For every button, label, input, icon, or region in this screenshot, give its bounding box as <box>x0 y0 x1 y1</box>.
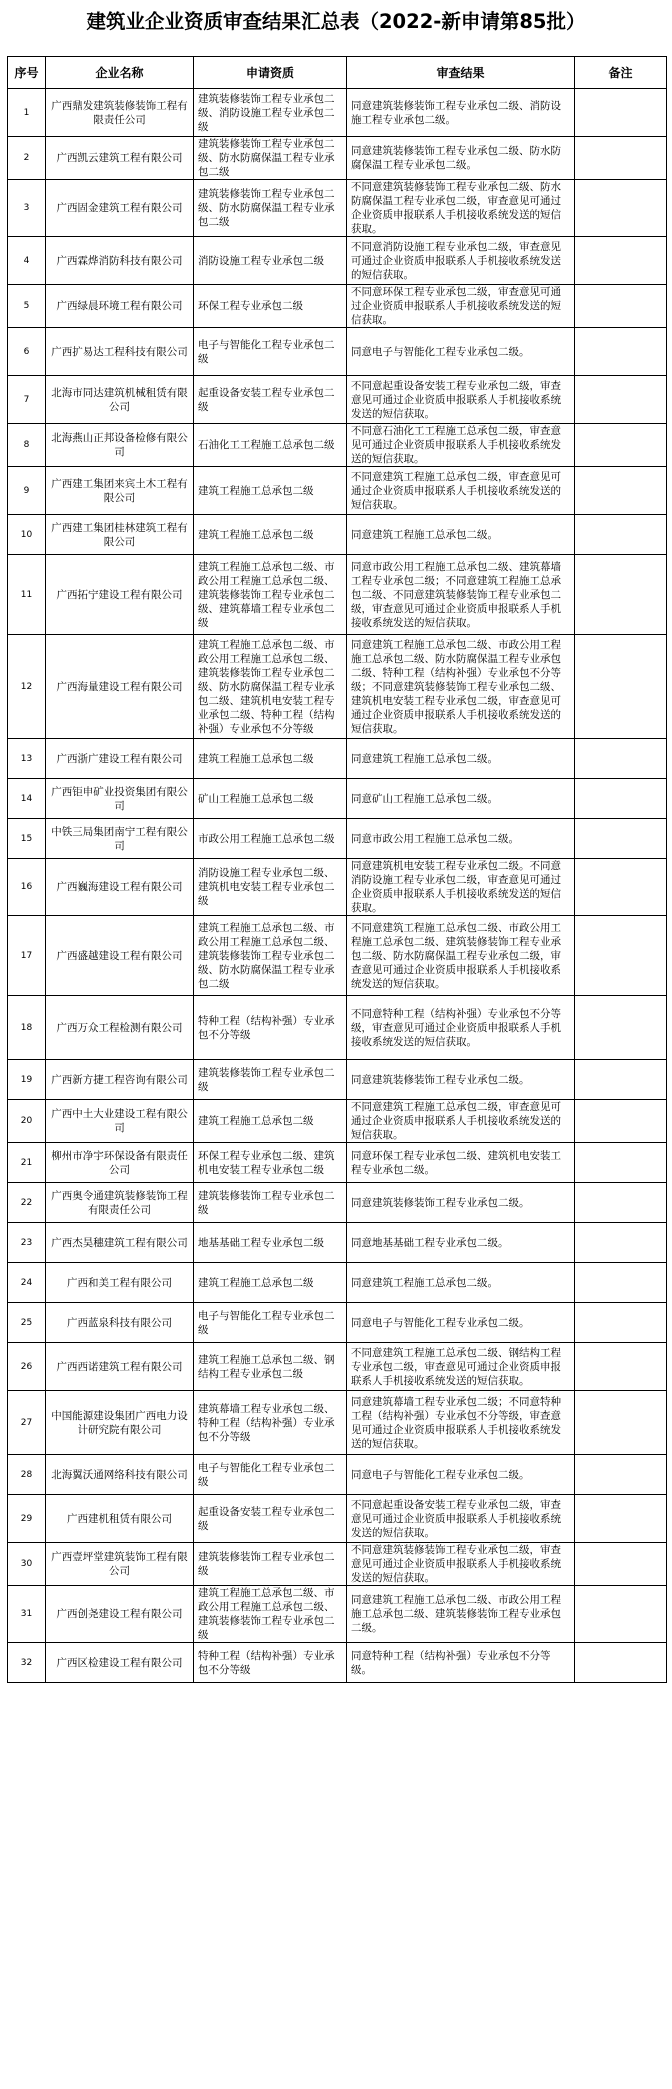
row-note <box>575 779 667 819</box>
row-note <box>575 996 667 1060</box>
table-row <box>8 285 667 328</box>
table-row <box>8 635 667 739</box>
row-qualification: 地基基础工程专业承包二级 <box>194 1223 347 1263</box>
row-company-name: 柳州市净宇环保设备有限责任公司 <box>46 1143 194 1183</box>
row-qualification: 建筑工程施工总承包二级 <box>194 739 347 779</box>
row-qualification: 市政公用工程施工总承包二级 <box>194 819 347 859</box>
row-company-name: 广西蓝泉科技有限公司 <box>46 1303 194 1343</box>
row-result: 同意建筑工程施工总承包二级。 <box>347 1263 575 1303</box>
row-note <box>575 916 667 996</box>
row-result: 同意市政公用工程施工总承包二级。 <box>347 819 575 859</box>
header-note: 备注 <box>575 57 667 89</box>
row-index: 29 <box>8 1495 46 1543</box>
table-row <box>8 1100 667 1143</box>
table-header-row <box>8 57 667 89</box>
row-note <box>575 739 667 779</box>
row-result: 同意建筑工程施工总承包二级、市政公用工程施工总承包二级、建筑装修装饰工程专业承包二级。 <box>347 1586 575 1643</box>
row-company-name: 广西奥令通建筑装修装饰工程有限责任公司 <box>46 1183 194 1223</box>
row-index: 13 <box>8 739 46 779</box>
row-qualification: 建筑幕墙工程专业承包二级、特种工程（结构补强）专业承包不分等级 <box>194 1391 347 1455</box>
row-result: 同意电子与智能化工程专业承包二级。 <box>347 1455 575 1495</box>
row-note <box>575 1343 667 1391</box>
row-qualification: 电子与智能化工程专业承包二级 <box>194 328 347 376</box>
row-company-name: 广西中土大业建设工程有限公司 <box>46 1100 194 1143</box>
row-note <box>575 237 667 285</box>
row-company-name: 广西拓宁建设工程有限公司 <box>46 555 194 635</box>
row-note <box>575 328 667 376</box>
row-qualification: 建筑工程施工总承包二级 <box>194 1100 347 1143</box>
row-index: 10 <box>8 515 46 555</box>
row-index: 5 <box>8 285 46 328</box>
row-index: 28 <box>8 1455 46 1495</box>
row-note <box>575 1586 667 1643</box>
row-result: 同意电子与智能化工程专业承包二级。 <box>347 328 575 376</box>
table-row <box>8 89 667 137</box>
row-company-name: 广西扩易达工程科技有限公司 <box>46 328 194 376</box>
table-row <box>8 1643 667 1683</box>
row-index: 24 <box>8 1263 46 1303</box>
table-row <box>8 328 667 376</box>
row-index: 16 <box>8 859 46 916</box>
row-qualification: 特种工程（结构补强）专业承包不分等级 <box>194 996 347 1060</box>
row-qualification: 建筑工程施工总承包二级 <box>194 515 347 555</box>
row-index: 23 <box>8 1223 46 1263</box>
row-result: 同意建筑机电安装工程专业承包二级。不同意消防设施工程专业承包二级，审查意见可通过企业资质申报联系人手机接收系统发送的短信获取。 <box>347 859 575 916</box>
row-note <box>575 1263 667 1303</box>
row-qualification: 建筑工程施工总承包二级、市政公用工程施工总承包二级、建筑装修装饰工程专业承包二级 <box>194 1586 347 1643</box>
table-row <box>8 1143 667 1183</box>
header-name: 企业名称 <box>46 57 194 89</box>
table-row <box>8 1455 667 1495</box>
table-row <box>8 1543 667 1586</box>
row-company-name: 广西海量建设工程有限公司 <box>46 635 194 739</box>
row-result: 不同意起重设备安装工程专业承包二级，审查意见可通过企业资质申报联系人手机接收系统发送的短信获取。 <box>347 1495 575 1543</box>
row-note <box>575 1303 667 1343</box>
row-result: 不同意环保工程专业承包二级，审查意见可通过企业资质申报联系人手机接收系统发送的短信获取。 <box>347 285 575 328</box>
table-row <box>8 1343 667 1391</box>
row-result: 同意特种工程（结构补强）专业承包不分等级。 <box>347 1643 575 1683</box>
row-company-name: 广西鼎发建筑装修装饰工程有限责任公司 <box>46 89 194 137</box>
row-note <box>575 635 667 739</box>
row-index: 3 <box>8 180 46 237</box>
row-result: 不同意建筑工程施工总承包二级，审查意见可通过企业资质申报联系人手机接收系统发送的短信获取。 <box>347 467 575 515</box>
row-index: 25 <box>8 1303 46 1343</box>
row-result: 不同意特种工程（结构补强）专业承包不分等级，审查意见可通过企业资质申报联系人手机接收系统发送的短信获取。 <box>347 996 575 1060</box>
row-note <box>575 1100 667 1143</box>
row-company-name: 中铁三局集团南宁工程有限公司 <box>46 819 194 859</box>
row-note <box>575 819 667 859</box>
table-row <box>8 779 667 819</box>
row-company-name: 广西杰昊穗建筑工程有限公司 <box>46 1223 194 1263</box>
row-result: 不同意建筑装修装饰工程专业承包二级，审查意见可通过企业资质申报联系人手机接收系统发送的短信获取。 <box>347 1543 575 1586</box>
row-index: 11 <box>8 555 46 635</box>
row-qualification: 建筑装修装饰工程专业承包二级 <box>194 1183 347 1223</box>
row-company-name: 广西建机租赁有限公司 <box>46 1495 194 1543</box>
row-note <box>575 555 667 635</box>
row-note <box>575 1643 667 1683</box>
row-result: 不同意建筑工程施工总承包二级，审查意见可通过企业资质申报联系人手机接收系统发送的短信获取。 <box>347 1100 575 1143</box>
row-result: 同意建筑工程施工总承包二级。 <box>347 515 575 555</box>
row-note <box>575 467 667 515</box>
row-note <box>575 1143 667 1183</box>
row-index: 6 <box>8 328 46 376</box>
row-qualification: 建筑装修装饰工程专业承包二级、防水防腐保温工程专业承包二级 <box>194 180 347 237</box>
row-result: 同意建筑装修装饰工程专业承包二级。 <box>347 1183 575 1223</box>
table-row <box>8 916 667 996</box>
row-qualification: 建筑装修装饰工程专业承包二级、消防设施工程专业承包二级 <box>194 89 347 137</box>
row-result: 同意电子与智能化工程专业承包二级。 <box>347 1303 575 1343</box>
row-note <box>575 1391 667 1455</box>
row-qualification: 消防设施工程专业承包二级 <box>194 237 347 285</box>
row-company-name: 广西建工集团桂林建筑工程有限公司 <box>46 515 194 555</box>
row-note <box>575 424 667 467</box>
row-index: 4 <box>8 237 46 285</box>
row-index: 32 <box>8 1643 46 1683</box>
row-company-name: 广西和美工程有限公司 <box>46 1263 194 1303</box>
row-company-name: 广西西诺建筑工程有限公司 <box>46 1343 194 1391</box>
row-index: 8 <box>8 424 46 467</box>
row-company-name: 广西新方捷工程咨询有限公司 <box>46 1060 194 1100</box>
row-index: 17 <box>8 916 46 996</box>
row-note <box>575 89 667 137</box>
table-row <box>8 1183 667 1223</box>
row-qualification: 起重设备安装工程专业承包二级 <box>194 376 347 424</box>
row-company-name: 广西绿晨环境工程有限公司 <box>46 285 194 328</box>
row-company-name: 广西凯云建筑工程有限公司 <box>46 137 194 180</box>
row-qualification: 起重设备安装工程专业承包二级 <box>194 1495 347 1543</box>
row-note <box>575 180 667 237</box>
row-qualification: 建筑工程施工总承包二级、市政公用工程施工总承包二级、建筑装修装饰工程专业承包二级、防水防腐保温工程专业承包二级 <box>194 916 347 996</box>
table-row <box>8 996 667 1060</box>
table-row <box>8 739 667 779</box>
table-row <box>8 555 667 635</box>
row-qualification: 电子与智能化工程专业承包二级 <box>194 1303 347 1343</box>
row-result: 同意建筑装修装饰工程专业承包二级、防水防腐保温工程专业承包二级。 <box>347 137 575 180</box>
row-result: 同意市政公用工程施工总承包二级、建筑幕墙工程专业承包二级；不同意建筑工程施工总承包二级、不同意建筑装修装饰工程专业承包二级，审查意见可通过企业资质申报联系人手机接收系统发送的短信获取。 <box>347 555 575 635</box>
row-qualification: 建筑工程施工总承包二级、市政公用工程施工总承包二级、建筑装修装饰工程专业承包二级、建筑幕墙工程专业承包二级 <box>194 555 347 635</box>
page-title: 建筑业企业资质审查结果汇总表（2022-新申请第85批） <box>86 10 586 33</box>
table-body <box>8 89 667 1683</box>
row-company-name: 广西巍海建设工程有限公司 <box>46 859 194 916</box>
row-result: 不同意起重设备安装工程专业承包二级，审查意见可通过企业资质申报联系人手机接收系统发送的短信获取。 <box>347 376 575 424</box>
row-index: 22 <box>8 1183 46 1223</box>
row-index: 18 <box>8 996 46 1060</box>
row-result: 同意地基基础工程专业承包二级。 <box>347 1223 575 1263</box>
row-qualification: 建筑装修装饰工程专业承包二级 <box>194 1543 347 1586</box>
row-qualification: 特种工程（结构补强）专业承包不分等级 <box>194 1643 347 1683</box>
table-row <box>8 1263 667 1303</box>
row-qualification: 建筑工程施工总承包二级、市政公用工程施工总承包二级、建筑装修装饰工程专业承包二级、防水防腐保温工程专业承包二级、建筑机电安装工程专业承包二级、特种工程（结构补强）专业承包不分等级 <box>194 635 347 739</box>
row-company-name: 广西盛越建设工程有限公司 <box>46 916 194 996</box>
row-result: 同意环保工程专业承包二级、建筑机电安装工程专业承包二级。 <box>347 1143 575 1183</box>
row-index: 2 <box>8 137 46 180</box>
row-company-name: 北海市同达建筑机械租赁有限公司 <box>46 376 194 424</box>
row-company-name: 广西钜申矿业投资集团有限公司 <box>46 779 194 819</box>
row-index: 9 <box>8 467 46 515</box>
row-note <box>575 1060 667 1100</box>
row-index: 19 <box>8 1060 46 1100</box>
row-result: 同意矿山工程施工总承包二级。 <box>347 779 575 819</box>
row-company-name: 广西建工集团来宾土木工程有限公司 <box>46 467 194 515</box>
row-qualification: 电子与智能化工程专业承包二级 <box>194 1455 347 1495</box>
row-result: 不同意建筑装修装饰工程专业承包二级、防水防腐保温工程专业承包二级，审查意见可通过企业资质申报联系人手机接收系统发送的短信获取。 <box>347 180 575 237</box>
row-company-name: 广西浙广建设工程有限公司 <box>46 739 194 779</box>
row-qualification: 环保工程专业承包二级 <box>194 285 347 328</box>
row-company-name: 广西壹坪堂建筑装饰工程有限公司 <box>46 1543 194 1586</box>
row-company-name: 中国能源建设集团广西电力设计研究院有限公司 <box>46 1391 194 1455</box>
row-note <box>575 1223 667 1263</box>
row-index: 26 <box>8 1343 46 1391</box>
results-table <box>7 56 667 1683</box>
row-qualification: 矿山工程施工总承包二级 <box>194 779 347 819</box>
row-qualification: 建筑装修装饰工程专业承包二级 <box>194 1060 347 1100</box>
table-row <box>8 467 667 515</box>
row-index: 12 <box>8 635 46 739</box>
row-result: 不同意建筑工程施工总承包二级、市政公用工程施工总承包二级、建筑装修装饰工程专业承包二级、防水防腐保温工程专业承包二级，审查意见可通过企业资质申报联系人手机接收系统发送的短信获取。 <box>347 916 575 996</box>
row-result: 同意建筑装修装饰工程专业承包二级、消防设施工程专业承包二级。 <box>347 89 575 137</box>
table-row <box>8 237 667 285</box>
row-note <box>575 1543 667 1586</box>
row-qualification: 建筑工程施工总承包二级、钢结构工程专业承包二级 <box>194 1343 347 1391</box>
row-qualification: 石油化工工程施工总承包二级 <box>194 424 347 467</box>
row-index: 21 <box>8 1143 46 1183</box>
header-idx: 序号 <box>8 57 46 89</box>
row-index: 14 <box>8 779 46 819</box>
table-row <box>8 1586 667 1643</box>
table-row <box>8 137 667 180</box>
row-qualification: 消防设施工程专业承包二级、建筑机电安装工程专业承包二级 <box>194 859 347 916</box>
row-index: 7 <box>8 376 46 424</box>
row-company-name: 北海燕山正邦设备检修有限公司 <box>46 424 194 467</box>
row-result: 同意建筑工程施工总承包二级、市政公用工程施工总承包二级、防水防腐保温工程专业承包二级、特种工程（结构补强）专业承包不分等级；不同意建筑装修装饰工程专业承包二级、建筑机电安装工程专业承包二级，审查意见可通过企业资质申报联系人手机接收系统发送的短信获取。 <box>347 635 575 739</box>
row-qualification: 建筑装修装饰工程专业承包二级、防水防腐保温工程专业承包二级 <box>194 137 347 180</box>
row-result: 不同意建筑工程施工总承包二级、钢结构工程专业承包二级，审查意见可通过企业资质申报联系人手机接收系统发送的短信获取。 <box>347 1343 575 1391</box>
row-note <box>575 1495 667 1543</box>
table-row <box>8 1303 667 1343</box>
row-note <box>575 1455 667 1495</box>
header-result: 审查结果 <box>347 57 575 89</box>
row-note <box>575 376 667 424</box>
row-note <box>575 285 667 328</box>
row-index: 15 <box>8 819 46 859</box>
row-qualification: 环保工程专业承包二级、建筑机电安装工程专业承包二级 <box>194 1143 347 1183</box>
row-index: 20 <box>8 1100 46 1143</box>
row-qualification: 建筑工程施工总承包二级 <box>194 467 347 515</box>
table-row <box>8 180 667 237</box>
row-company-name: 广西区检建设工程有限公司 <box>46 1643 194 1683</box>
row-index: 31 <box>8 1586 46 1643</box>
row-company-name: 广西万众工程检测有限公司 <box>46 996 194 1060</box>
table-row <box>8 1495 667 1543</box>
row-company-name: 广西创尧建设工程有限公司 <box>46 1586 194 1643</box>
row-result: 不同意石油化工工程施工总承包二级，审查意见可通过企业资质申报联系人手机接收系统发送的短信获取。 <box>347 424 575 467</box>
row-index: 1 <box>8 89 46 137</box>
row-result: 同意建筑幕墙工程专业承包二级；不同意特种工程（结构补强）专业承包不分等级，审查意见可通过企业资质申报联系人手机接收系统发送的短信获取。 <box>347 1391 575 1455</box>
table-row <box>8 1223 667 1263</box>
row-index: 27 <box>8 1391 46 1455</box>
row-qualification: 建筑工程施工总承包二级 <box>194 1263 347 1303</box>
row-result: 同意建筑装修装饰工程专业承包二级。 <box>347 1060 575 1100</box>
row-note <box>575 859 667 916</box>
table-row <box>8 859 667 916</box>
row-company-name: 广西霖烨消防科技有限公司 <box>46 237 194 285</box>
row-result: 不同意消防设施工程专业承包二级，审查意见可通过企业资质申报联系人手机接收系统发送的短信获取。 <box>347 237 575 285</box>
table-row <box>8 424 667 467</box>
table-row <box>8 1060 667 1100</box>
table-row <box>8 376 667 424</box>
row-note <box>575 137 667 180</box>
row-company-name: 北海翼沃通网络科技有限公司 <box>46 1455 194 1495</box>
row-note <box>575 515 667 555</box>
row-note <box>575 1183 667 1223</box>
row-index: 30 <box>8 1543 46 1586</box>
table-row <box>8 1391 667 1455</box>
row-result: 同意建筑工程施工总承包二级。 <box>347 739 575 779</box>
table-row <box>8 819 667 859</box>
header-qual: 申请资质 <box>194 57 347 89</box>
row-company-name: 广西固金建筑工程有限公司 <box>46 180 194 237</box>
table-row <box>8 515 667 555</box>
